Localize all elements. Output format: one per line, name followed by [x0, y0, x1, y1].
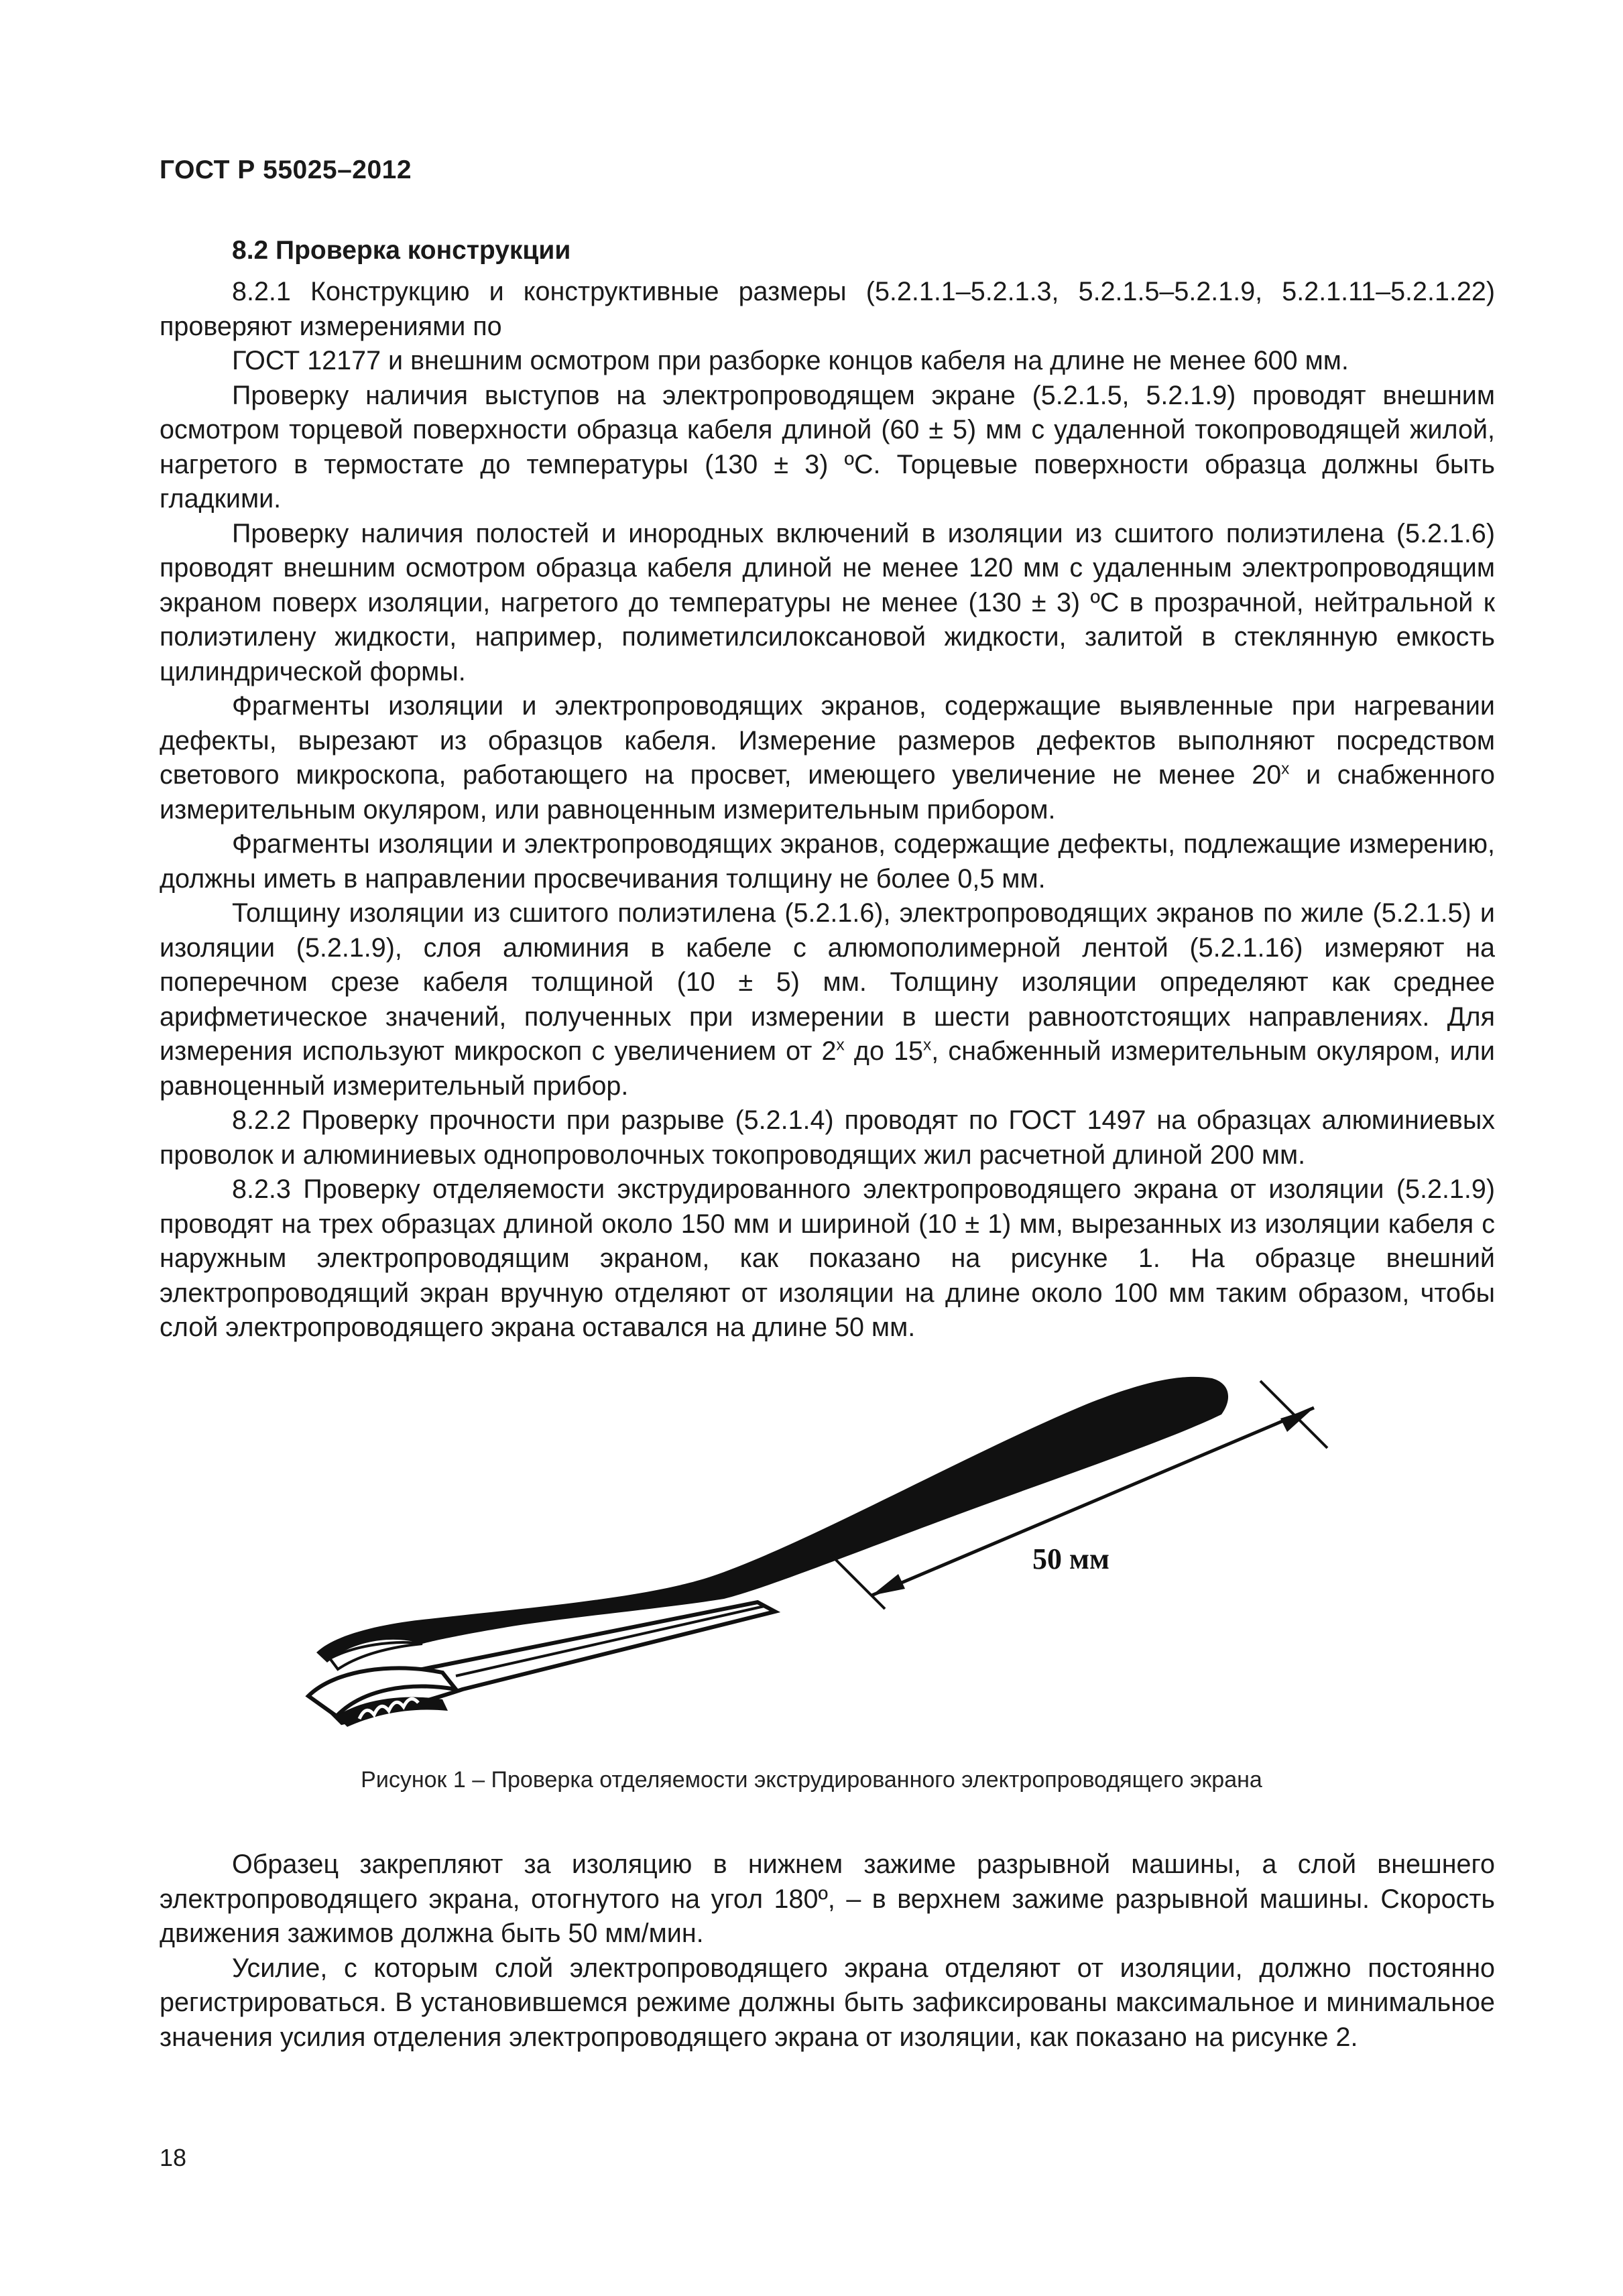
superscript: х: [836, 1036, 845, 1054]
text-run: и снабженного измерительным окуляром, или равноценным измерительным прибором.: [160, 760, 1495, 825]
arrowhead-left: [871, 1574, 905, 1595]
cable-sample-drawing: [295, 1314, 1381, 1756]
screen-band: [316, 1377, 1228, 1663]
paragraph: 8.2.1 Конструкцию и конструктивные размеры (5.2.1.1–5.2.1.3, 5.2.1.5–5.2.1.9, 5.2.1.11–5.2.1.22) проверяют измерениями по: [160, 277, 1495, 341]
figure-caption: Рисунок 1 – Проверка отделяемости экструдированного электропроводящего экрана: [361, 1767, 1262, 1793]
body-text-top: [160, 275, 1495, 1345]
text-run: до 15: [844, 1036, 924, 1066]
extension-line-left: [831, 1555, 885, 1609]
paragraph: [160, 896, 1495, 1103]
superscript: х: [923, 1036, 932, 1054]
paragraph: Усилие, с которым слой электропроводящего экрана отделяют от изоляции, должно постоянно регистрироваться. В установившемся режиме должны быть зафиксированы максимальное и минимальное значения усилия отделения электропроводящего экрана от изоляции, как показано на рисунке 2.: [160, 1953, 1495, 2052]
figure-1: [295, 1314, 1381, 1756]
text-run: Толщину изоляции из сшитого полиэтилена (5.2.1.6), электропроводящих экранов по жиле (5.2.1.5) и изоляции (5.2.1.9), слоя алюминия в кабеле с алюмополимерной лентой (5.2.1.16) измеряют на поперечном срезе кабеля толщиной (10 ± 5) мм. Толщину изоляции определяют как среднее арифметическое значений, полученных при измерении в шести равноотстоящих направлениях. Для измерения используют микроскоп с увеличением от 2: [160, 898, 1495, 1066]
text-run: , снабженный измерительным окуляром, или равноценный измерительный прибор.: [160, 1036, 1495, 1101]
body-text-bottom: [160, 1848, 1495, 2055]
superscript: х: [1281, 760, 1290, 778]
paragraph: Образец закрепляют за изоляцию в нижнем зажиме разрывной машины, а слой внешнего электропроводящего экрана, отогнутого на угол 180º, – в верхнем зажиме разрывной машины. Скорость движения зажимов должна быть 50 мм/мин.: [160, 1850, 1495, 1948]
paragraph: [160, 689, 1495, 827]
dimension-label: 50 мм: [1032, 1543, 1109, 1575]
paragraph: 8.2.2 Проверку прочности при разрыве (5.2.1.4) проводят по ГОСТ 1497 на образцах алюминиевых проволок и алюминиевых однопроволочных токопроводящих жил расчетной длиной 200 мм.: [160, 1105, 1495, 1170]
paragraph: ГОСТ 12177 и внешним осмотром при разборке концов кабеля на длине не менее 600 мм.: [232, 346, 1349, 375]
paragraph: 8.2.3 Проверку отделяемости экструдированного электропроводящего экрана от изоляции (5.2.1.9) проводят на трех образцах длиной около 150 мм и шириной (10 ± 1) мм, вырезанных из изоляции кабеля с наружным электропроводящим экраном, как показано на рисунке 1. На образце внешний электропроводящий экран вручную отделяют от изоляции на длине около 100 мм таким образом, чтобы слой электропроводящего экрана оставался на длине 50 мм.: [160, 1174, 1495, 1342]
paragraph: Проверку наличия полостей и инородных включений в изоляции из сшитого полиэтилена (5.2.1.6) проводят внешним осмотром образца кабеля длиной не менее 120 мм с удаленным электропроводящим экраном поверх изоляции, нагретого до температуры не менее (130 ± 3) ºС в прозрачной, нейтральной к полиэтилену жидкости, например, полиметилсилоксановой жидкости, залитой в стеклянную емкость цилиндрической формы.: [160, 518, 1495, 686]
document-code: ГОСТ Р 55025–2012: [160, 156, 412, 184]
page-number: 18: [160, 2144, 187, 2171]
section-title: 8.2 Проверка конструкции: [232, 236, 571, 265]
paragraph: Фрагменты изоляции и электропроводящих экранов, содержащие дефекты, подлежащие измерению, должны иметь в направлении просвечивания толщину не более 0,5 мм.: [160, 829, 1495, 894]
paragraph: Проверку наличия выступов на электропроводящем экране (5.2.1.5, 5.2.1.9) проводят внешним осмотром торцевой поверхности образца кабеля длиной (60 ± 5) мм с удаленной токопроводящей жилой, нагретого в термостате до температуры (130 ± 3) ºС. Торцевые поверхности образца должны быть гладкими.: [160, 380, 1495, 513]
text-run: Фрагменты изоляции и электропроводящих экранов, содержащие выявленные при нагревании дефекты, вырезают из образцов кабеля. Измерение размеров дефектов выполняют посредством светового микроскопа, работающего на просвет, имеющего увеличение не менее 20: [160, 691, 1495, 790]
